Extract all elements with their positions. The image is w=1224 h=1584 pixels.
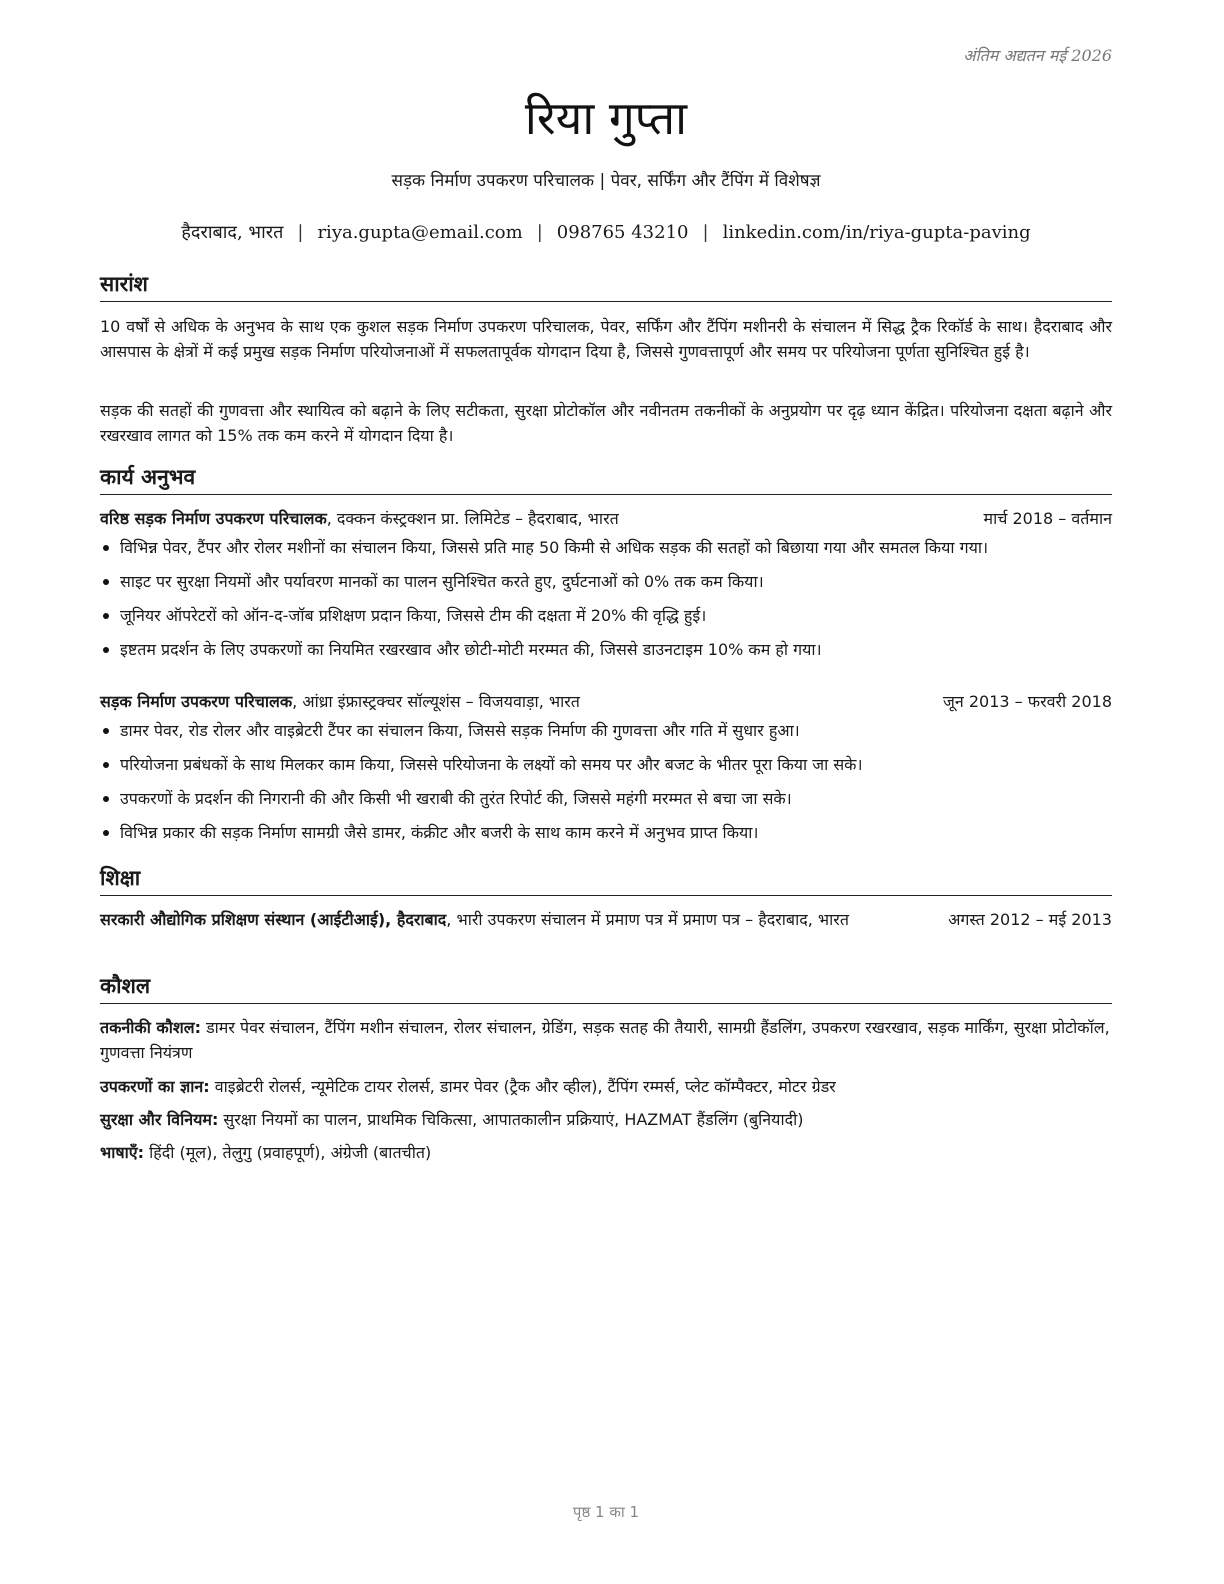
bullet-text: डामर पेवर, रोड रोलर और वाइब्रेटरी टैंपर का संचालन किया, जिससे सड़क निर्माण की गुणवत्ता और गति में सुधार हुआ। [120, 721, 800, 740]
skill-line-technical [100, 1015, 1112, 1065]
list-item [100, 719, 1112, 753]
contact-phone[interactable]: 098765 43210 [556, 222, 689, 243]
bullet-text: इष्टतम प्रदर्शन के लिए उपकरणों का नियमित रखरखाव और छोटी-मोटी मरम्मत की, जिससे डाउनटाइम 10% कम हो गया। [120, 640, 822, 659]
list-item [100, 787, 1112, 821]
education-institution: सरकारी औद्योगिक प्रशिक्षण संस्थान (आईटीआई), हैदराबाद [100, 910, 447, 929]
contact-email[interactable]: riya.gupta@email.com [317, 222, 523, 243]
skill-value: सुरक्षा नियमों का पालन, प्राथमिक चिकित्सा, आपातकालीन प्रक्रियाएं, HAZMAT हैंडलिंग (बुनियादी) [218, 1110, 804, 1129]
bullet-text: परियोजना प्रबंधकों के साथ मिलकर काम किया, जिससे परियोजना के लक्ष्यों को समय पर और बजट के भीतर पूरा किया जा सके। [120, 755, 863, 774]
job-bullet-list [100, 719, 1112, 855]
candidate-name: रिया गुप्ता [524, 91, 688, 145]
skill-label: उपकरणों का ज्ञान: [100, 1077, 210, 1096]
section-title-skills: कौशल [100, 972, 1112, 1004]
summary-paragraph-1: 10 वर्षों से अधिक के अनुभव के साथ एक कुशल सड़क निर्माण उपकरण परिचालक, पेवर, सर्फिंग और टैंपिंग मशीनरी के संचालन में सिद्ध ट्रैक रिकॉर्ड के साथ। हैदराबाद और आसपास के क्षेत्रों में कई प्रमुख सड़क निर्माण परियोजनाओं में सफलतापूर्वक योगदान दिया है, जिससे गुणवत्तापूर्ण और समय पर परियोजना पूर्णता सुनिश्चित हुई है। [100, 317, 1112, 361]
resume-page [100, 0, 1112, 1584]
section-title-summary: सारांश [100, 270, 1112, 302]
job-title: वरिष्ठ सड़क निर्माण उपकरण परिचालक [100, 509, 327, 528]
list-item [100, 604, 1112, 638]
bullet-dot-icon [103, 545, 109, 551]
bullet-dot-icon [103, 579, 109, 585]
contact-line [100, 220, 1112, 244]
job-company: , आंध्रा इंफ्रास्ट्रक्चर सॉल्यूशंस – विजयवाड़ा, भारत [292, 692, 580, 711]
skill-value: डामर पेवर संचालन, टैंपिंग मशीन संचालन, रोलर संचालन, ग्रेडिंग, सड़क सतह की तैयारी, सामग्री हैंडलिंग, उपकरण रखरखाव, सड़क मार्किंग, सुरक्षा प्रोटोकॉल, गुणवत्ता नियंत्रण [100, 1018, 1110, 1062]
skill-label: सुरक्षा और विनियम: [100, 1110, 219, 1129]
bullet-dot-icon [103, 762, 109, 768]
section-title-experience: कार्य अनुभव [100, 463, 1112, 495]
list-item [100, 638, 1112, 672]
job-bullet-list [100, 536, 1112, 672]
job-header [100, 690, 1112, 714]
list-item [100, 753, 1112, 787]
contact-separator: | [536, 222, 543, 243]
skill-line-languages [100, 1140, 1112, 1165]
bullet-dot-icon [103, 830, 109, 836]
job-title: सड़क निर्माण उपकरण परिचालक [100, 692, 293, 711]
job-header [100, 507, 1112, 531]
contact-separator: | [297, 222, 304, 243]
bullet-text: साइट पर सुरक्षा नियमों और पर्यावरण मानकों का पालन सुनिश्चित करते हुए, दुर्घटनाओं को 0% तक कम किया। [120, 572, 764, 591]
contact-separator: | [702, 222, 709, 243]
bullet-text: विभिन्न प्रकार की सड़क निर्माण सामग्री जैसे डामर, कंक्रीट और बजरी के साथ काम करने में अनुभव प्राप्त किया। [120, 823, 759, 842]
skill-line-safety [100, 1107, 1112, 1132]
skill-label: भाषाएँ: [100, 1143, 145, 1162]
list-item [100, 536, 1112, 570]
skill-value: हिंदी (मूल), तेलुगु (प्रवाहपूर्ण), अंग्रेजी (बातचीत) [144, 1143, 432, 1162]
bullet-text: जूनियर ऑपरेटरों को ऑन-द-जॉब प्रशिक्षण प्रदान किया, जिससे टीम की दक्षता में 20% की वृद्धि हुई। [120, 606, 707, 625]
list-item [100, 821, 1112, 855]
skill-value: वाइब्रेटरी रोलर्स, न्यूमेटिक टायर रोलर्स, डामर पेवर (ट्रैक और व्हील), टैंपिंग रम्मर्स, प्लेट कॉम्पैक्टर, मोटर ग्रेडर [209, 1077, 836, 1096]
bullet-dot-icon [103, 647, 109, 653]
page-number: पृष्ठ 1 का 1 [572, 1503, 640, 1521]
education-text [100, 907, 890, 932]
education-detail: , भारी उपकरण संचालन में प्रमाण पत्र में प्रमाण पत्र – हैदराबाद, भारत [446, 910, 849, 929]
section-title-education: शिक्षा [100, 864, 1112, 896]
bullet-text: उपकरणों के प्रदर्शन की निगरानी की और किसी भी खराबी की तुरंत रिपोर्ट की, जिससे महंगी मरम्मत से बचा जा सके। [120, 789, 792, 808]
education-entry [100, 907, 1112, 932]
bullet-text: विभिन्न पेवर, टैंपर और रोलर मशीनों का संचालन किया, जिससे प्रति माह 50 किमी से अधिक सड़क की सतहों को बिछाया गया और समतल किया गया। [120, 538, 989, 557]
bullet-dot-icon [103, 613, 109, 619]
last-updated-note: अंतिम अद्यतन मई 2026 [963, 46, 1112, 65]
job-dates: मार्च 2018 – वर्तमान [983, 509, 1112, 528]
job-company: , दक्कन कंस्ट्रक्शन प्रा. लिमिटेड – हैदराबाद, भारत [326, 509, 619, 528]
summary-paragraph-2: सड़क की सतहों की गुणवत्ता और स्थायित्व को बढ़ाने के लिए सटीकता, सुरक्षा प्रोटोकॉल और नवीनतम तकनीकों के अनुप्रयोग पर दृढ़ ध्यान केंद्रित। परियोजना दक्षता बढ़ाने और रखरखाव लागत को 15% तक कम करने में योगदान दिया है। [100, 401, 1112, 445]
bullet-dot-icon [103, 728, 109, 734]
list-item [100, 570, 1112, 604]
skill-line-equipment [100, 1074, 1112, 1099]
contact-linkedin[interactable]: linkedin.com/in/riya-gupta-paving [722, 222, 1031, 243]
education-dates: अगस्त 2012 – मई 2013 [948, 910, 1112, 929]
job-dates: जून 2013 – फरवरी 2018 [943, 692, 1112, 711]
contact-location: हैदराबाद, भारत [181, 222, 284, 243]
skill-label: तकनीकी कौशल: [100, 1018, 201, 1037]
professional-headline: सड़क निर्माण उपकरण परिचालक | पेवर, सर्फिंग और टैंपिंग में विशेषज्ञ [391, 171, 821, 191]
bullet-dot-icon [103, 796, 109, 802]
